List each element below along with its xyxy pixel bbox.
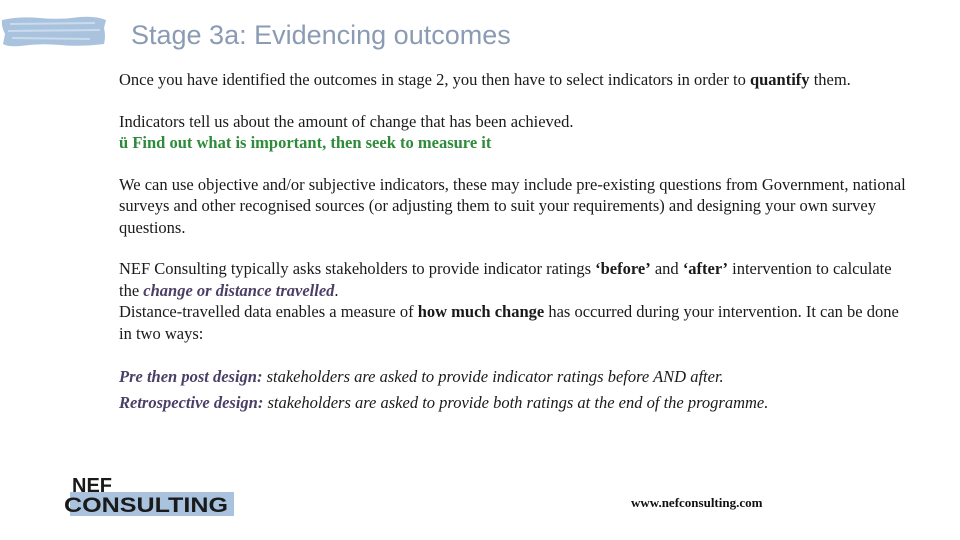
emphasis-how-much-change: how much change (417, 302, 545, 321)
emphasis-after: ‘after’ (682, 259, 728, 278)
emphasis-quantify: quantify (749, 70, 810, 89)
text: intervention to calculate the (119, 259, 892, 300)
design-text-retrospective: stakeholders are asked to provide both ratings at the end of the programme. (263, 393, 769, 412)
paragraph-intro (119, 69, 909, 91)
logo-text-nef: NEF (72, 475, 112, 497)
design-label-pre-post: Pre then post design: (119, 367, 263, 386)
text: and (650, 259, 683, 278)
text: Distance-travelled data enables a measure of (119, 302, 418, 321)
brush-stroke-decoration (0, 14, 108, 48)
text: NEF Consulting typically asks stakeholders to provide indicator ratings (119, 259, 596, 278)
paragraph-ratings (119, 258, 909, 301)
text: Once you have identified the outcomes in stage 2, you then have to select indicators in order to (119, 70, 750, 89)
footer-url: www.nefconsulting.com (631, 495, 763, 510)
design-label-retrospective: Retrospective design: (119, 393, 264, 412)
tip-line (119, 132, 909, 154)
paragraph-indicator-types: We can use objective and/or subjective indicators, these may include pre-existing questions from Government, national surveys and other recognised sources (or adjusting them to suit your requirements) and designing your own survey questions. (119, 174, 906, 237)
slide-body (119, 69, 909, 416)
text: has occurred during your intervention. It can be done in two ways: (119, 302, 899, 343)
paragraph-distance-travelled (119, 301, 909, 344)
tip-text: Find out what is important, then seek to measure it (128, 133, 492, 152)
check-icon: ü (119, 133, 129, 152)
emphasis-before: ‘before’ (595, 259, 651, 278)
design-text-pre-post: stakeholders are asked to provide indicator ratings before AND after. (262, 367, 724, 386)
text: them. (809, 70, 851, 89)
emphasis-distance-travelled: change or distance travelled (143, 280, 335, 300)
slide-title: Stage 3a: Evidencing outcomes (131, 20, 511, 50)
text: . (334, 280, 339, 300)
logo-text-consulting: CONSULTING (64, 494, 228, 517)
paragraph-designs (119, 364, 909, 416)
paragraph-indicators (119, 111, 909, 133)
text: Indicators tell us about the amount of change that has been achieved. (119, 111, 574, 131)
nef-consulting-logo (62, 472, 237, 518)
